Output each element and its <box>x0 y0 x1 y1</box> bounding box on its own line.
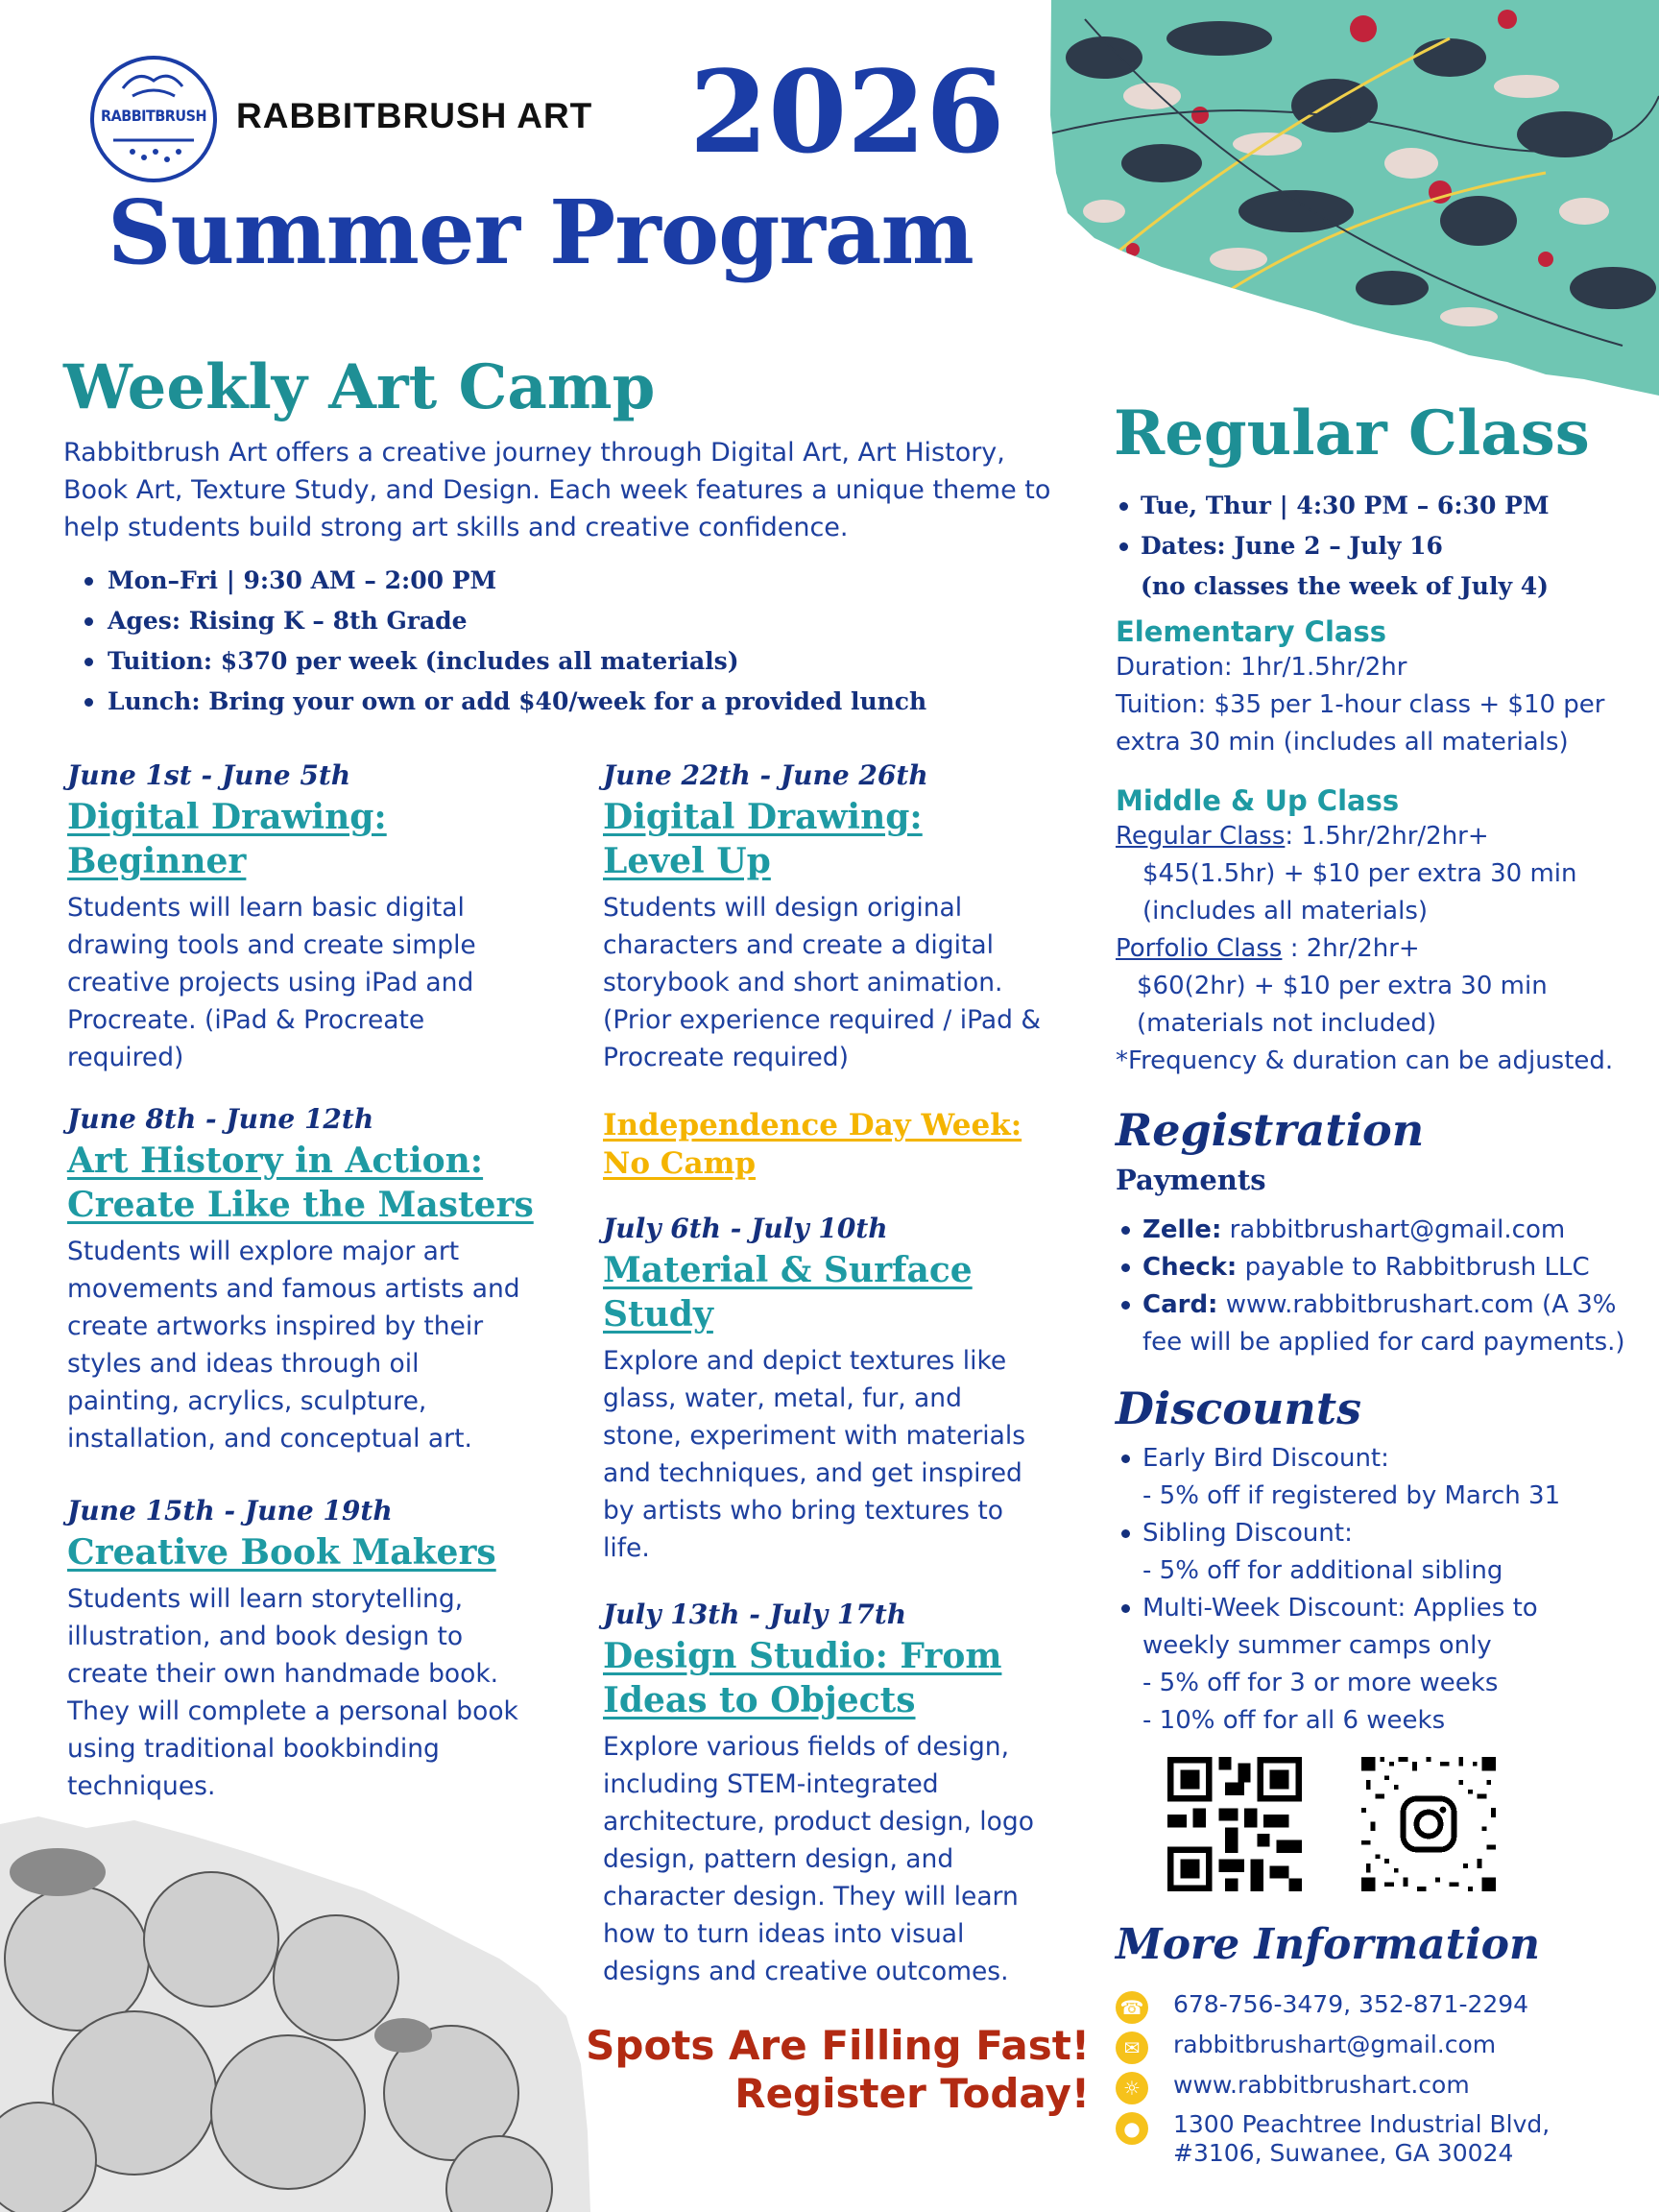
globe-icon: ☼ <box>1116 2072 1148 2104</box>
payment-zelle-label: Zelle: <box>1142 1215 1222 1244</box>
discount-detail: - 5% off for additional sibling <box>1142 1556 1503 1585</box>
week-description: Explore and depict textures like glass, water, metal, fur, and stone, experiment with materials and techniques, and get inspired by artists who bring textures to life. <box>603 1346 1026 1563</box>
discount-early-bird <box>1118 1440 1598 1515</box>
week-description: Students will explore major art movements and famous artists and create artworks inspired by their styles and ideas through oil painting, acrylics, sculpture, installation, and conceptual art. <box>67 1237 520 1454</box>
camp-schedule: Mon–Fri | 9:30 AM – 2:00 PM <box>83 561 926 601</box>
week-title: Digital Drawing: Beginner <box>67 797 387 881</box>
payment-card-label: Card: <box>1142 1290 1218 1319</box>
week-block <box>603 758 1064 1076</box>
week-dates: June 8th - June 12th <box>67 1103 374 1135</box>
payment-check-label: Check: <box>1142 1253 1238 1282</box>
discount-label: Multi-Week Discount: Applies to weekly summer camps only <box>1142 1594 1538 1660</box>
payment-zelle <box>1118 1212 1636 1249</box>
page-title: Summer Program <box>108 180 974 284</box>
logo <box>90 56 217 182</box>
week-dates: June 15th - June 19th <box>67 1495 393 1527</box>
payment-card <box>1118 1286 1636 1361</box>
regular-class-price: $45(1.5hr) + $10 per extra 30 min <box>1142 859 1577 888</box>
call-to-action <box>538 2022 1090 2118</box>
week-title: Material & Surface Study <box>603 1250 973 1334</box>
regular-class-details <box>1116 486 1550 607</box>
regular-schedule: Tue, Thur | 4:30 PM – 6:30 PM <box>1116 486 1550 526</box>
portfolio-class-note: (materials not included) <box>1137 1009 1437 1038</box>
camp-tuition: Tuition: $370 per week (includes all materials) <box>83 641 926 682</box>
more-info-title: More Information <box>1116 1920 1541 1969</box>
week-block <box>67 1102 566 1457</box>
portfolio-class-price: $60(2hr) + $10 per extra 30 min <box>1137 972 1548 1000</box>
discount-multi-week <box>1118 1590 1598 1740</box>
camp-title: Weekly Art Camp <box>63 351 656 423</box>
brand-name: RABBITBRUSH ART <box>236 96 593 135</box>
discount-label: Early Bird Discount: <box>1142 1444 1389 1473</box>
week-description: Students will learn basic digital drawing tools and create simple creative projects using iPad and Procreate. (iPad & Procreate required) <box>67 893 476 1072</box>
regular-class-label: Regular Class <box>1116 822 1286 851</box>
middle-class <box>1116 783 1634 1080</box>
year: 2026 <box>689 45 1005 179</box>
address-line-1: 1300 Peachtree Industrial Blvd, <box>1173 2110 1551 2138</box>
cta-line-2: Register Today! <box>734 2070 1090 2117</box>
website-text: www.rabbitbrushart.com <box>1173 2071 1470 2099</box>
payment-methods <box>1118 1212 1636 1361</box>
frequency-footnote: *Frequency & duration can be adjusted. <box>1116 1046 1614 1075</box>
week-block <box>603 1598 1064 1990</box>
camp-description: Rabbitbrush Art offers a creative journey through Digital Art, Art History, Book Art, Texture Study, and Design. Each week features a unique theme to help students build strong art skills and creative confidence. <box>63 438 1051 542</box>
week-title: Digital Drawing: Level Up <box>603 797 923 881</box>
elementary-class <box>1116 614 1634 761</box>
elementary-heading: Elementary Class <box>1116 615 1386 648</box>
middle-portfolio-line <box>1116 930 1634 968</box>
week-title: Design Studio: From Ideas to Objects <box>603 1636 1002 1720</box>
week-dates: June 22th - June 26th <box>603 759 928 791</box>
independence-day-notice <box>603 1106 1022 1183</box>
mail-icon: ✉ <box>1116 2032 1148 2064</box>
phone-text: 678-756-3479, 352-871-2294 <box>1173 1990 1529 2018</box>
discount-detail: - 5% off if registered by March 31 <box>1142 1481 1561 1510</box>
week-title: Art History in Action: Create Like the Masters <box>67 1141 534 1225</box>
portfolio-class-durations: : 2hr/2hr+ <box>1282 934 1420 963</box>
elementary-duration: Duration: 1hr/1.5hr/2hr <box>1116 653 1407 682</box>
middle-regular-line <box>1116 818 1634 855</box>
payment-zelle-value: rabbitbrushart@gmail.com <box>1221 1215 1566 1244</box>
payment-card-value: www.rabbitbrushart.com (A 3% fee will be applied for card payments.) <box>1142 1290 1625 1357</box>
payments-heading: Payments <box>1116 1164 1266 1196</box>
address-text <box>1173 2110 1550 2168</box>
portfolio-class-label: Porfolio Class <box>1116 934 1283 963</box>
payment-check <box>1118 1249 1636 1286</box>
week-block <box>67 758 547 1076</box>
discount-list <box>1118 1440 1598 1740</box>
registration-title: Registration <box>1116 1104 1425 1156</box>
phone-icon: ☎ <box>1116 1991 1148 2024</box>
address-line-2: #3106, Suwanee, GA 30024 <box>1173 2139 1514 2167</box>
week-description: Explore various fields of design, including STEM-integrated architecture, product design, logo design, pattern design, and character design. They will learn how to turn ideas into visual designs and creative outcomes. <box>603 1732 1034 1986</box>
middle-heading: Middle & Up Class <box>1116 784 1400 817</box>
regular-class-durations: : 1.5hr/2hr/2hr+ <box>1285 822 1489 851</box>
qr-code-website[interactable] <box>1167 1757 1302 1891</box>
week-dates: June 1st - June 5th <box>67 759 351 791</box>
camp-ages: Ages: Rising K – 8th Grade <box>83 601 926 641</box>
week-title: Creative Book Makers <box>67 1532 496 1573</box>
camp-details <box>83 561 926 722</box>
discount-detail: - 10% off for all 6 weeks <box>1142 1706 1446 1735</box>
discount-label: Sibling Discount: <box>1142 1519 1353 1548</box>
week-description: Students will design original characters and create a digital storybook and short animation. (Prior experience required / iPad & Procreate required) <box>603 893 1042 1072</box>
qr-code-instagram[interactable] <box>1361 1757 1496 1891</box>
week-block <box>603 1212 1064 1567</box>
week-description: Students will learn storytelling, illustration, and book design to create their own handmade book. They will complete a personal book using traditional bookbinding techniques. <box>67 1584 518 1801</box>
week-dates: July 6th - July 10th <box>603 1213 888 1244</box>
elementary-tuition: Tuition: $35 per 1-hour class + $10 per extra 30 min (includes all materials) <box>1116 690 1605 757</box>
regular-class-title: Regular Class <box>1114 397 1590 469</box>
discount-detail: - 5% off for 3 or more weeks <box>1142 1669 1499 1697</box>
splatter-painting <box>1046 0 1659 403</box>
cta-line-1: Spots Are Filling Fast! <box>586 2022 1090 2069</box>
pencil-drawing <box>0 1815 595 2212</box>
discounts-title: Discounts <box>1116 1382 1361 1434</box>
independence-line-2: No Camp <box>603 1146 757 1181</box>
week-block <box>67 1494 566 1805</box>
location-pin-icon: ● <box>1116 2112 1148 2145</box>
discount-sibling <box>1118 1515 1598 1590</box>
independence-line-1: Independence Day Week: <box>603 1108 1022 1142</box>
week-dates: July 13th - July 17th <box>603 1599 907 1630</box>
camp-lunch: Lunch: Bring your own or add $40/week for a provided lunch <box>83 682 926 722</box>
regular-class-note: (includes all materials) <box>1142 897 1429 926</box>
email-text: rabbitbrushart@gmail.com <box>1173 2031 1497 2058</box>
regular-dates: Dates: June 2 – July 16 <box>1116 526 1550 566</box>
payment-check-value: payable to Rabbitbrush LLC <box>1237 1253 1590 1282</box>
regular-exception: (no classes the week of July 4) <box>1141 572 1549 600</box>
logo-text: RABBITBRUSH <box>101 107 206 125</box>
